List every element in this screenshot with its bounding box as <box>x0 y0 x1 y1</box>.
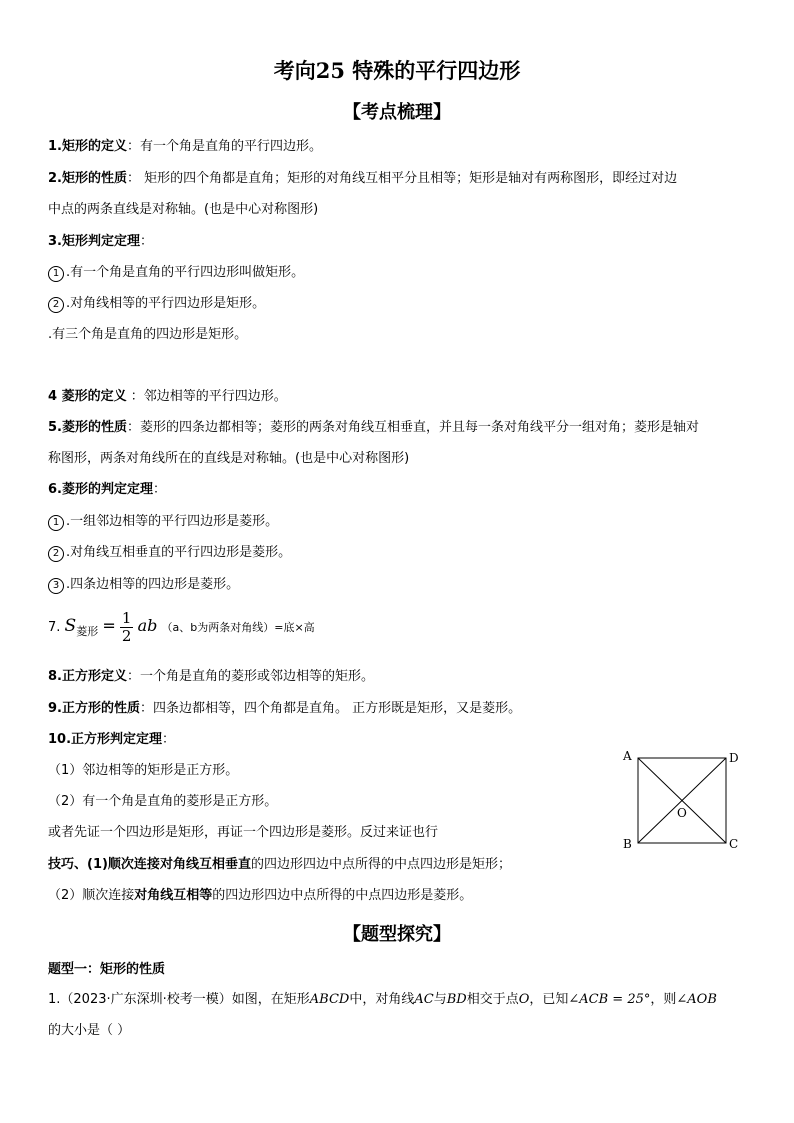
question-type: 题型一：矩形的性质 <box>48 962 166 977</box>
circled-number: 2 <box>48 546 64 562</box>
tip-text: 的四边形四边中点所得的中点四边形是矩形； <box>250 857 511 872</box>
rhombus-judge-2 <box>48 544 291 562</box>
rhombus-definition <box>48 388 287 406</box>
rhombus-judge-1 <box>48 513 278 531</box>
tip-2 <box>48 887 472 905</box>
center-o: O <box>677 806 687 820</box>
colon: ： <box>162 732 176 747</box>
square-note: 或者先证一个四边形是矩形，再证一个四边形是菱形。反过来证也行 <box>48 825 439 840</box>
text: .对角线互相垂直的平行四边形是菱形。 <box>66 545 292 560</box>
ab-term: ab <box>137 616 158 635</box>
square-property <box>48 700 521 718</box>
label: 1.矩形的定义 <box>48 139 127 154</box>
equals-sign: = <box>102 616 116 635</box>
text: ：菱形的四条边都相等；菱形的两条对角线互相垂直，并且每一条对角线平分一组对角；菱形是轴对 <box>126 420 699 435</box>
q-text: 与 <box>433 992 447 1007</box>
text: ： 矩形的四个角都是直角；矩形的对角线互相平分且相等；矩形是轴对有两称图形，即经过对边 <box>126 171 678 186</box>
label: 10.正方形判定定理 <box>48 732 163 747</box>
q-math: ∠AOB <box>676 992 717 1007</box>
label: 3.矩形判定定理 <box>48 234 140 249</box>
q-text: ，已知 <box>529 992 569 1007</box>
rect-judge-2 <box>48 295 265 313</box>
label: 4 菱形的定义 <box>48 389 127 404</box>
rect-definition <box>48 138 322 156</box>
vertex-d: D <box>729 751 739 765</box>
formula-note: （a、b为两条对角线）=底×高 <box>161 621 315 634</box>
tip-prefix: （2）顺次连接 <box>48 888 135 903</box>
tip-emphasis: 对角线互相垂直 <box>159 857 251 872</box>
q-math: BD <box>446 992 467 1007</box>
label: 9.正方形的性质 <box>48 701 140 716</box>
numerator: 1 <box>121 609 132 627</box>
rect-judge-1 <box>48 264 304 282</box>
q-text: ，则 <box>650 992 677 1007</box>
vertex-a: A <box>623 749 632 763</box>
q-text: 1.（2023·广东深圳·校考一模）如图，在矩形 <box>48 992 310 1007</box>
q-math: ABCD <box>309 992 350 1007</box>
page-title: 考向25 特殊的平行四边形 <box>273 58 521 83</box>
text: ：四条边都相等，四个角都是直角。 正方形既是矩形，又是菱形。 <box>139 701 522 716</box>
square-definition <box>48 668 374 686</box>
text: .有一个角是直角的平行四边形叫做矩形。 <box>66 265 305 280</box>
rect-property <box>48 170 677 188</box>
q-text: 相交于点 <box>466 992 519 1007</box>
label: 8.正方形定义 <box>48 669 127 684</box>
rhombus-property <box>48 419 699 437</box>
denominator: 2 <box>121 627 132 645</box>
area-subscript: 菱形 <box>76 625 99 638</box>
section-heading-practice: 【题型探究】 <box>343 924 451 945</box>
tip-text: 的四边形四边中点所得的中点四边形是菱形。 <box>212 888 473 903</box>
circled-number: 1 <box>48 515 64 531</box>
circled-number: 2 <box>48 297 64 313</box>
q-math: ∠ACB = 25° <box>568 992 651 1007</box>
label: 5.菱形的性质 <box>48 420 127 435</box>
square-judge-1: （1）邻边相等的矩形是正方形。 <box>48 763 239 778</box>
fraction <box>120 610 134 645</box>
rhombus-judge-3 <box>48 576 239 594</box>
q-text: 中，对角线 <box>349 992 415 1007</box>
area-symbol: S <box>64 616 77 636</box>
rect-judge-heading <box>48 233 153 251</box>
square-judge-2: （2）有一个角是直角的菱形是正方形。 <box>48 794 278 809</box>
formula-number: 7. <box>48 620 61 635</box>
text: .一组邻边相等的平行四边形是菱形。 <box>66 514 279 529</box>
q-math: O <box>518 992 530 1007</box>
label: 6.菱形的判定定理 <box>48 482 153 497</box>
question-1 <box>48 991 717 1009</box>
tip-prefix: 技巧、(1)顺次连接 <box>48 857 160 872</box>
circled-number: 3 <box>48 578 64 594</box>
tip-emphasis: 对角线互相等 <box>134 888 213 903</box>
label: 2.矩形的性质 <box>48 171 127 186</box>
colon: ： <box>152 482 166 497</box>
text: ：一个角是直角的菱形或邻边相等的矩形。 <box>126 669 374 684</box>
text: ：有一个角是直角的平行四边形。 <box>126 139 322 154</box>
rhombus-area-formula <box>48 606 315 650</box>
text: .四条边相等的四边形是菱形。 <box>66 577 240 592</box>
tip-1 <box>48 856 511 874</box>
square-figure <box>618 746 748 854</box>
rect-judge-3: .有三个角是直角的四边形是矩形。 <box>48 327 248 342</box>
vertex-c: C <box>729 837 739 851</box>
text: .对角线相等的平行四边形是矩形。 <box>66 296 266 311</box>
question-1-cont: 的大小是（ ） <box>48 1023 131 1038</box>
circled-number: 1 <box>48 266 64 282</box>
square-judge-heading <box>48 731 175 749</box>
rhombus-property-cont: 称图形，两条对角线所在的直线是对称轴。(也是中心对称图形) <box>48 451 410 466</box>
q-math: AC <box>414 992 434 1007</box>
rhombus-judge-heading <box>48 481 166 499</box>
section-heading-review: 【考点梳理】 <box>343 102 451 123</box>
colon: ： <box>139 234 153 249</box>
text: ：邻边相等的平行四边形。 <box>126 389 287 404</box>
rect-property-cont: 中点的两条直线是对称轴。(也是中心对称图形) <box>48 202 319 217</box>
vertex-b: B <box>623 837 632 851</box>
